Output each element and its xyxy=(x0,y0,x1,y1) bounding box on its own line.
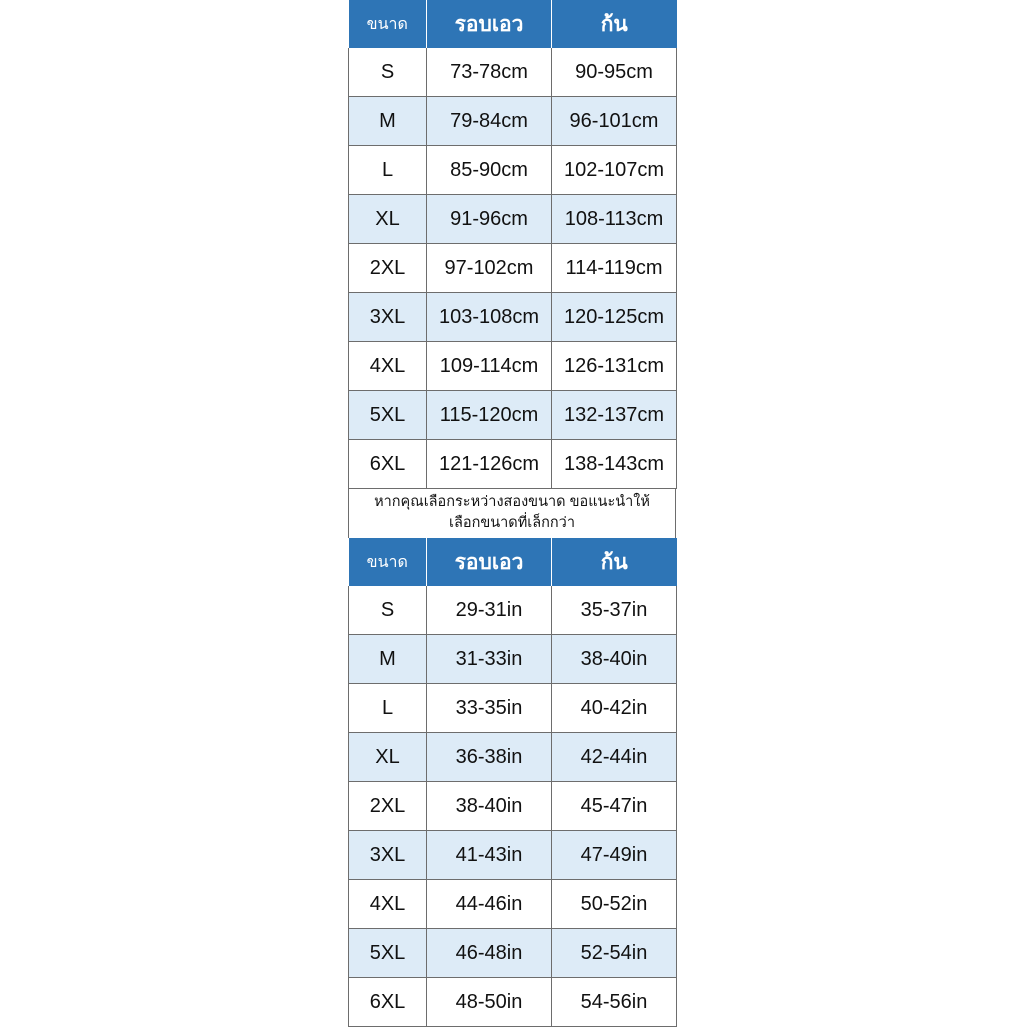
size-cell: XL xyxy=(349,195,427,244)
table-row xyxy=(349,293,677,342)
waist-cell: 44-46in xyxy=(427,880,552,929)
hip-cell: 138-143cm xyxy=(552,440,677,489)
waist-cell: 103-108cm xyxy=(427,293,552,342)
table-row xyxy=(349,586,677,635)
waist-cell: 38-40in xyxy=(427,782,552,831)
header-waist: รอบเอว xyxy=(427,538,552,586)
size-cell: 6XL xyxy=(349,440,427,489)
table-row xyxy=(349,635,677,684)
waist-cell: 121-126cm xyxy=(427,440,552,489)
waist-cell: 46-48in xyxy=(427,929,552,978)
hip-cell: 40-42in xyxy=(552,684,677,733)
note-line-2: เลือกขนาดที่เล็กกว่า xyxy=(449,515,575,531)
table-row xyxy=(349,195,677,244)
size-cell: M xyxy=(349,97,427,146)
size-cell: 4XL xyxy=(349,342,427,391)
table-row xyxy=(349,97,677,146)
hip-cell: 126-131cm xyxy=(552,342,677,391)
table-row xyxy=(349,244,677,293)
size-cell: 6XL xyxy=(349,978,427,1027)
waist-cell: 97-102cm xyxy=(427,244,552,293)
hip-cell: 52-54in xyxy=(552,929,677,978)
hip-cell: 120-125cm xyxy=(552,293,677,342)
size-cell: 5XL xyxy=(349,929,427,978)
hip-cell: 47-49in xyxy=(552,831,677,880)
hip-cell: 54-56in xyxy=(552,978,677,1027)
hip-cell: 132-137cm xyxy=(552,391,677,440)
waist-cell: 33-35in xyxy=(427,684,552,733)
hip-cell: 38-40in xyxy=(552,635,677,684)
size-cell: 3XL xyxy=(349,831,427,880)
header-waist: รอบเอว xyxy=(427,0,552,48)
hip-cell: 35-37in xyxy=(552,586,677,635)
hip-cell: 102-107cm xyxy=(552,146,677,195)
size-cell: 5XL xyxy=(349,391,427,440)
hip-cell: 90-95cm xyxy=(552,48,677,97)
waist-cell: 79-84cm xyxy=(427,97,552,146)
size-cell: L xyxy=(349,146,427,195)
header-hip: ก้น xyxy=(552,0,677,48)
table-row xyxy=(349,782,677,831)
header-hip: ก้น xyxy=(552,538,677,586)
hip-cell: 114-119cm xyxy=(552,244,677,293)
waist-cell: 73-78cm xyxy=(427,48,552,97)
table-header-row xyxy=(349,538,677,586)
hip-cell: 96-101cm xyxy=(552,97,677,146)
size-cell: 3XL xyxy=(349,293,427,342)
table-row xyxy=(349,391,677,440)
header-size: ขนาด xyxy=(349,0,427,48)
waist-cell: 31-33in xyxy=(427,635,552,684)
note-line-1: หากคุณเลือกระหว่างสองขนาด ขอแนะนำให้ xyxy=(374,494,650,510)
size-advice-note xyxy=(348,489,676,538)
hip-cell: 45-47in xyxy=(552,782,677,831)
size-cell: 4XL xyxy=(349,880,427,929)
size-chart xyxy=(348,0,676,1027)
table-row xyxy=(349,48,677,97)
table-row xyxy=(349,684,677,733)
table-row xyxy=(349,880,677,929)
table-row xyxy=(349,733,677,782)
size-table-cm xyxy=(348,0,677,489)
waist-cell: 29-31in xyxy=(427,586,552,635)
size-cell: 2XL xyxy=(349,782,427,831)
size-cell: S xyxy=(349,48,427,97)
waist-cell: 91-96cm xyxy=(427,195,552,244)
waist-cell: 115-120cm xyxy=(427,391,552,440)
size-cell: 2XL xyxy=(349,244,427,293)
table-row xyxy=(349,146,677,195)
size-table-inches xyxy=(348,538,677,1027)
table-row xyxy=(349,978,677,1027)
table-row xyxy=(349,342,677,391)
table-row xyxy=(349,929,677,978)
table-header-row xyxy=(349,0,677,48)
table-row xyxy=(349,440,677,489)
hip-cell: 50-52in xyxy=(552,880,677,929)
waist-cell: 109-114cm xyxy=(427,342,552,391)
waist-cell: 36-38in xyxy=(427,733,552,782)
hip-cell: 108-113cm xyxy=(552,195,677,244)
waist-cell: 41-43in xyxy=(427,831,552,880)
waist-cell: 85-90cm xyxy=(427,146,552,195)
size-cell: S xyxy=(349,586,427,635)
table-row xyxy=(349,831,677,880)
size-cell: XL xyxy=(349,733,427,782)
header-size: ขนาด xyxy=(349,538,427,586)
hip-cell: 42-44in xyxy=(552,733,677,782)
size-cell: M xyxy=(349,635,427,684)
size-cell: L xyxy=(349,684,427,733)
waist-cell: 48-50in xyxy=(427,978,552,1027)
